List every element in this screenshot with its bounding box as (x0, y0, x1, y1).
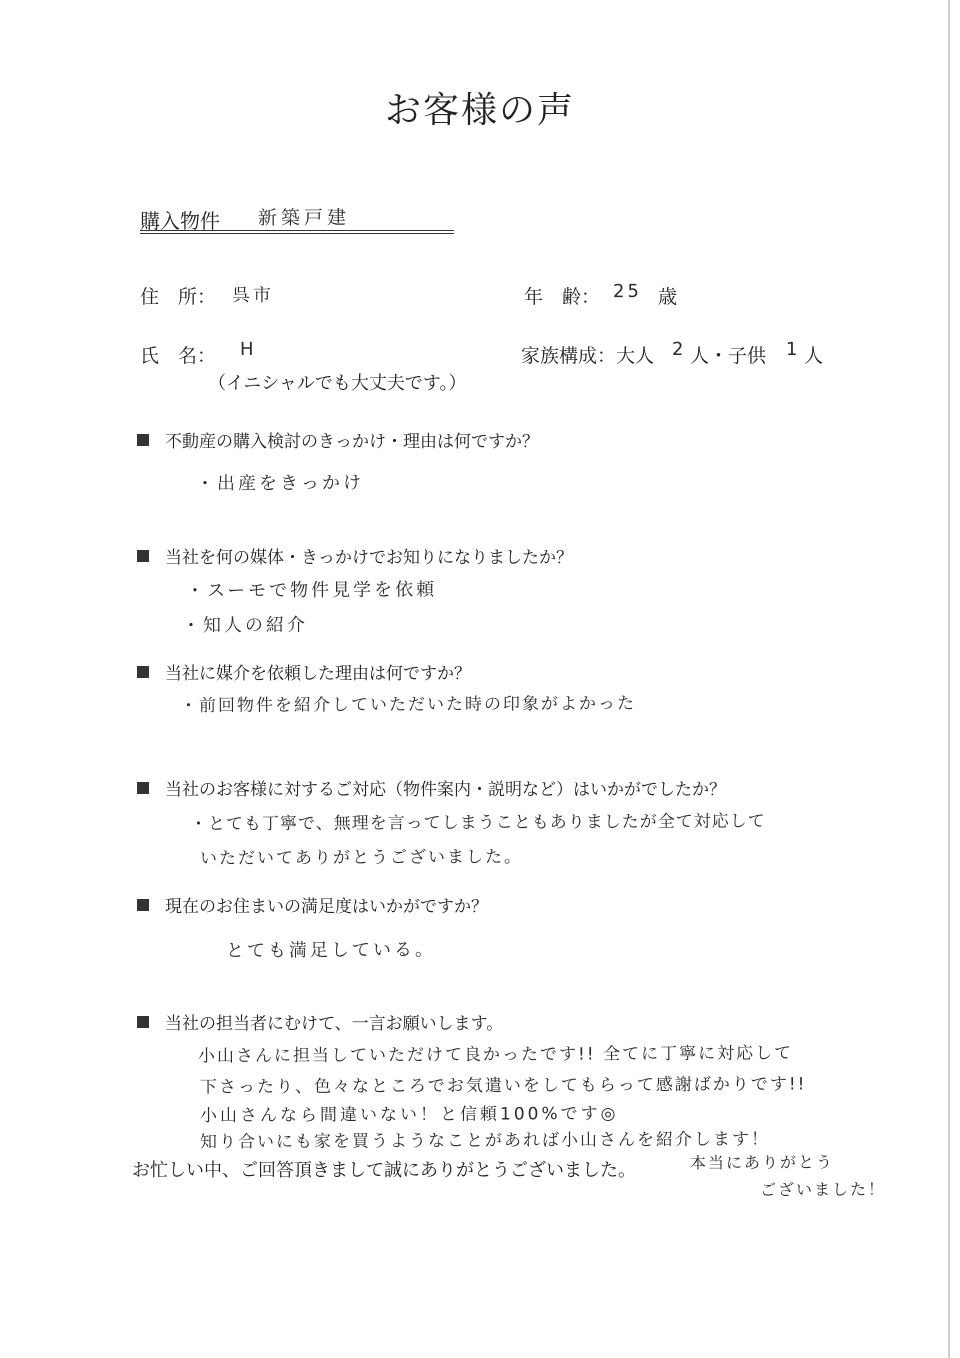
closing-text: お忙しい中、ご回答頂きまして誠にありがとうございました。 (132, 1160, 636, 1181)
family-children: 1 (785, 338, 801, 361)
family-adults: 2 (671, 338, 687, 361)
answer-4-line-2: いただいてありがとうございました。 (199, 847, 524, 869)
page-title: お客様の声 (384, 90, 575, 131)
answer-2-line-1: ・スーモで物件見学を依頼 (185, 579, 438, 602)
question-2: 当社を何の媒体・きっかけでお知りになりましたか？ (137, 543, 573, 568)
question-4: 当社のお客様に対するご対応（物件案内・説明など）はいかがでしたか？ (137, 775, 726, 800)
property-underline-2 (140, 233, 454, 234)
family-unit: 人 (804, 345, 824, 367)
question-6: 当社の担当者にむけて、一言お願いします。 (137, 1009, 503, 1034)
question-5: 現在のお住まいの満足度はいかがですか？ (137, 892, 488, 917)
address-label: 住 所： (140, 286, 217, 308)
name-note: （イニシャルでも大丈夫です。） (208, 373, 467, 394)
thanks-line-1: 本当にありがとう (689, 1152, 835, 1173)
answer-5-line-1: とても満足している。 (225, 939, 437, 962)
answer-6-line-4: 知り合いにも家を買うようなことがあれば小山さんを紹介します！ (199, 1129, 771, 1153)
name-value: H (239, 338, 257, 361)
property-underline (140, 230, 454, 231)
answer-4-line-1: ・とても丁寧で、無理を言ってしまうこともありましたが全て対応して (189, 811, 766, 835)
page-edge-line (948, 0, 950, 1358)
thanks-line-2: ございました！ (759, 1179, 887, 1200)
bullet-square-icon (137, 899, 149, 911)
question-1: 不動産の購入検討のきっかけ・理由は何ですか？ (137, 427, 539, 452)
answer-6-line-3: 小山さんなら間違いない！と信頼100%です◎ (199, 1103, 619, 1127)
bullet-square-icon (137, 666, 149, 678)
bullet-square-icon (137, 782, 149, 794)
answer-3-line-1: ・前回物件を紹介していただいた時の印象がよかった (179, 693, 637, 717)
bullet-square-icon (137, 434, 149, 446)
bullet-square-icon (137, 550, 149, 562)
answer-6-line-1: 小山さんに担当していただけて良かったです!! 全てに丁寧に対応して (197, 1043, 794, 1067)
age-unit: 歳 (658, 286, 678, 308)
name-label: 氏 名： (140, 345, 217, 367)
property-value: 新築戸建 (257, 206, 351, 230)
age-label: 年 齢： (524, 286, 601, 308)
property-label: 購入物件 (140, 209, 220, 233)
answer-6-line-2: 下さったり、色々なところでお気遣いをしてもらって感謝ばかりです!! (199, 1074, 807, 1098)
family-mid: 人・子供 (690, 345, 767, 367)
family-label: 家族構成：大人 (521, 345, 655, 367)
answer-1-line-1: ・出産をきっかけ (195, 472, 365, 495)
age-value: 25 (612, 280, 642, 303)
answer-2-line-2: ・知人の紹介 (181, 614, 309, 637)
address-value: 呉市 (231, 284, 275, 307)
bullet-square-icon (137, 1016, 149, 1028)
question-3: 当社に媒介を依頼した理由は何ですか？ (137, 659, 471, 684)
